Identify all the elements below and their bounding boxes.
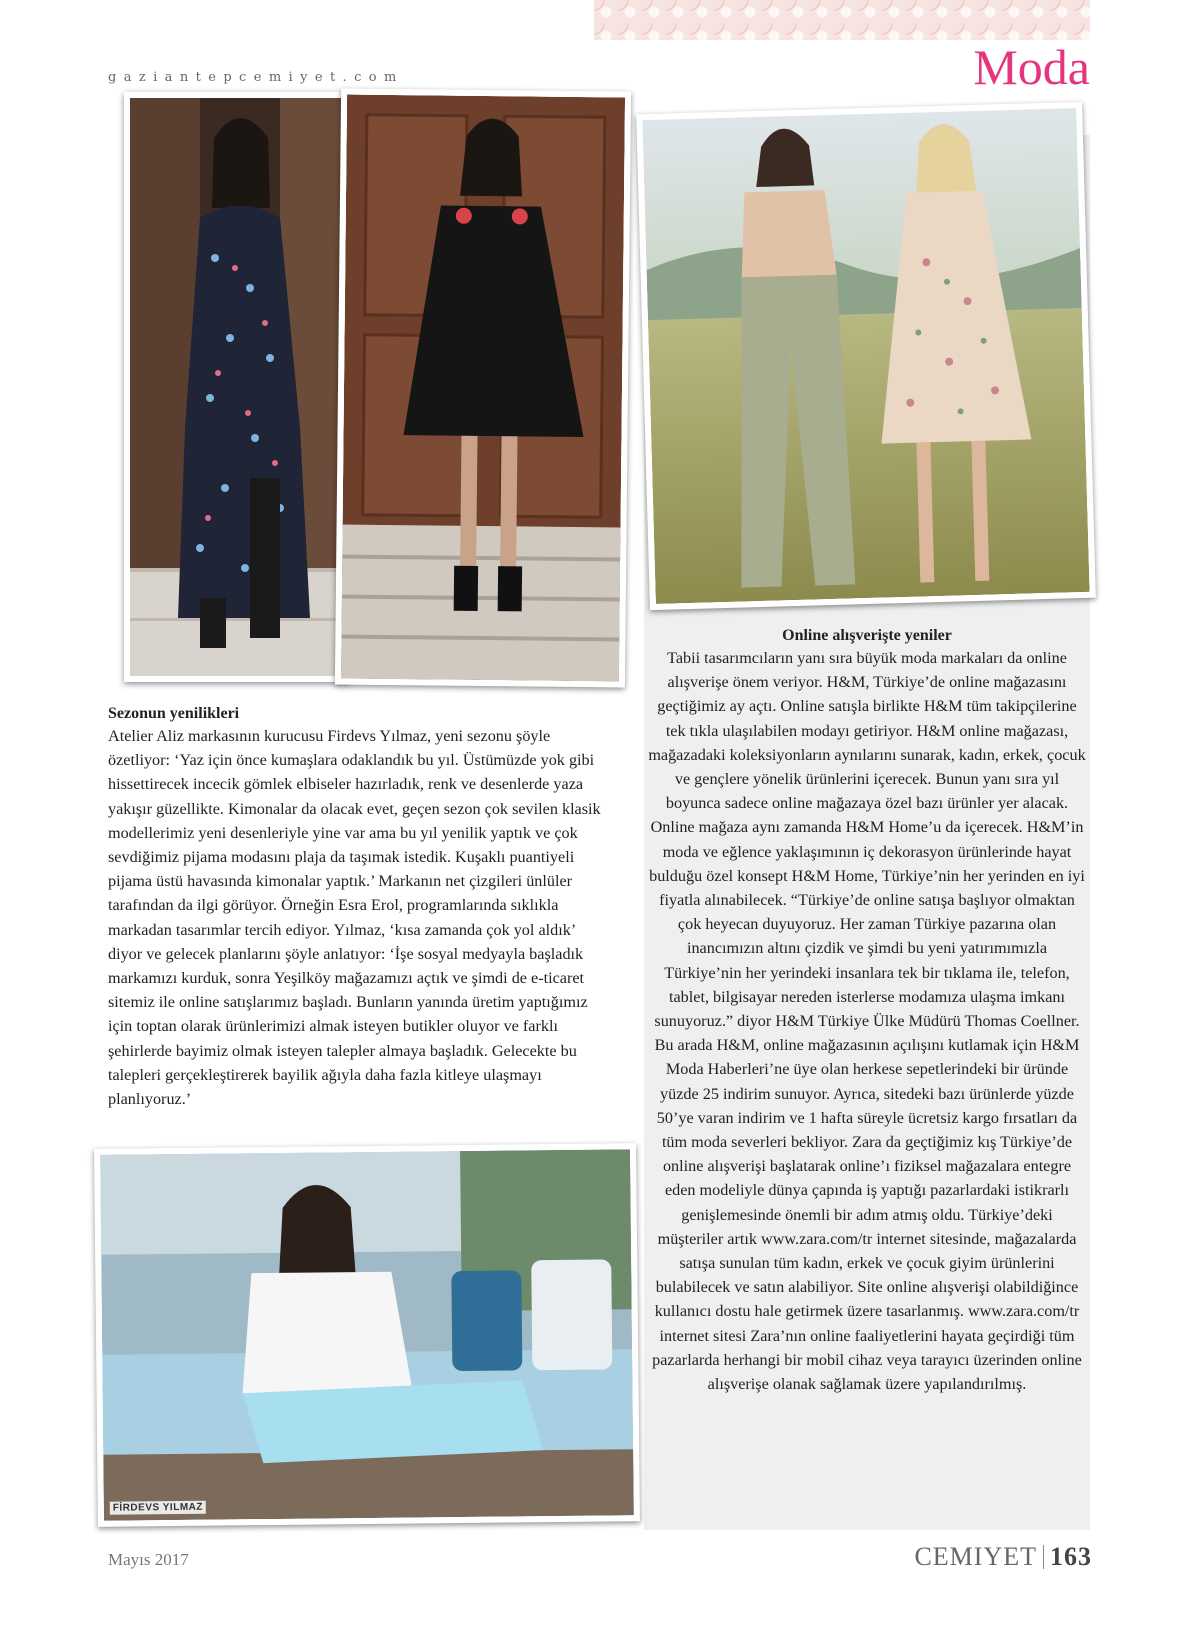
- decorative-pattern-banner: [594, 0, 1090, 40]
- left-article-heading: Sezonun yenilikleri: [108, 705, 240, 722]
- fashion-photo-floral-dress: [124, 92, 350, 682]
- footer-divider: [1043, 1545, 1044, 1569]
- magazine-name: CEMIYET: [914, 1542, 1037, 1571]
- section-title: Moda: [973, 39, 1090, 95]
- photo-caption: FİRDEVS YILMAZ: [110, 1501, 206, 1515]
- right-article-body: Tabii tasarımcıların yanı sıra büyük moda markaları da online alışverişe önem veriyor. H&M, Türkiye’de online mağazasını geçtiğimiz ay açtı. Online satışla birlikte H&M tüm takipçilerine tek tıkla ulaşılabilen modayı getiriyor. H&M online mağazası, mağazadaki koleksiyonların aynılarını sunarak, kadın, erkek, çocuk ve gençlere yönelik ürünlerini içerecek. Bunun yanı sıra yıl boyunca sadece online mağazaya özel bazı ürünler yer alacak. Online mağaza aynı zamanda H&M Home’u da içerecek. H&M’in moda ve eğlence yaklaşımının iç dekorasyon ürünlerinde hayat bulduğu özel konsept H&M Home, Türkiye’nin her yerinden en iyi fiyatla alınabilecek. “Türkiye’de online satışa başlıyor olmaktan çok heyecan duyuyoruz. Her zaman Türkiye pazarına olan inancımızın altını çizdik ve şimdi bu yeni yatırımımızla Türkiye’nin her yerindeki insanlara tek bir tıklama ile, telefon, tablet, bilgisayar nereden isterlerse modamıza ulaşma imkanı sunuyoruz.” diyor H&M Türkiye Ülke Müdürü Thomas Coellner. Bu arada H&M, online mağazasının açılışını kutlamak için H&M Moda Haberleri’ne üye olan herkese sepetlerindeki bir üründe yüzde 25 indirim sunuyor. Ayrıca, sitedeki bazı ürünlerde yüzde 50’ye varan indirim ve 1 hafta süreyle ücretsiz kargo fırsatları da tüm moda severleri bekliyor. Zara da geçtiğimiz kış Türkiye’de online alışverişi başlatarak online’ı fiziksel mağazalara entegre eden modeliyle dünya çapında iş yaptığı pazarlardaki istikrarlı genişlemesinde önemli bir adım atmış oldu. Türkiye’deki müşteriler artık www.zara.com/tr internet sitesinde, mağazalarda satışa sunulan tüm kadın, erkek ve çocuk giyim ürünlerini bulabilecek ve satın alabiliyor. Site online alışverişi olabildiğince kullanıcı dostu hale getirmek üzere tasarlanmış. www.zara.com/tr internet sitesi Zara’nın online faaliyetlerini hayata geçirdiği tüm pazarlarda herhangi bir mobil cihaz veya tarayıcı üzerinden online alışverişe olanak sağlamak üzere yapılandırılmış.: [648, 649, 1086, 1394]
- fashion-photo-black-dress: [335, 88, 631, 687]
- footer-date: Mayıs 2017: [108, 1550, 189, 1569]
- right-article-heading: Online alışverişte yeniler: [782, 627, 952, 644]
- left-article: [108, 705, 608, 1111]
- footer-magazine: [914, 1542, 1092, 1572]
- page-number: 163: [1050, 1542, 1092, 1571]
- right-article: [648, 627, 1086, 1396]
- site-url: gaziantepcemiyet.com: [108, 70, 404, 85]
- fashion-photo-field: [636, 102, 1096, 610]
- left-article-body: Atelier Aliz markasının kurucusu Firdevs Yılmaz, yeni sezonu şöyle özetliyor: ‘Yaz için önce kumaşlara odaklandık bu yıl. Üstümüzde yok gibi hissettirecek incecik gömlek elbiseler hazırladık, renk ve desenlerde yaza yakışır güzellikte. Kimonalar da olacak evet, geçen sezon çok sevilen klasik modellerimiz yeni desenleriyle yine var ama bu yıl yenilik yaptık ve çok sevdiğimiz pijama modasını plaja da taşımak istedik. Kuşaklı puantiyeli pijama üstü havasında kimonalar yaptık.’ Markanın net çizgileri ünlüler tarafından da ilgi görüyor. Örneğin Esra Erol, programlarında sıklıkla markadan tasarımlar tercih ediyor. Yılmaz, ‘kısa zamanda çok yol aldık’ diyor ve gelecek planlarını şöyle anlatıyor: ‘İşe sosyal medyayla başladık markamızı kurduk, sonra Yeşilköy mağazamızı açtık ve şimdi de e-ticaret sitemiz ile online satışlarımız başladı. Bunların yanında üretim yaptığımız için toptan olarak ürünlerimizi almak isteyen butikler oluyor ve farklı şehirlerde bayimiz olmak isteyen talepler almaya başladık. Gelecekte bu talepleri gerçekleştirerek bayilik ağıyla daha fazla kitleye ulaşmayı planlıyoruz.’: [108, 727, 601, 1109]
- portrait-photo-firdevs-yilmaz: [94, 1143, 640, 1527]
